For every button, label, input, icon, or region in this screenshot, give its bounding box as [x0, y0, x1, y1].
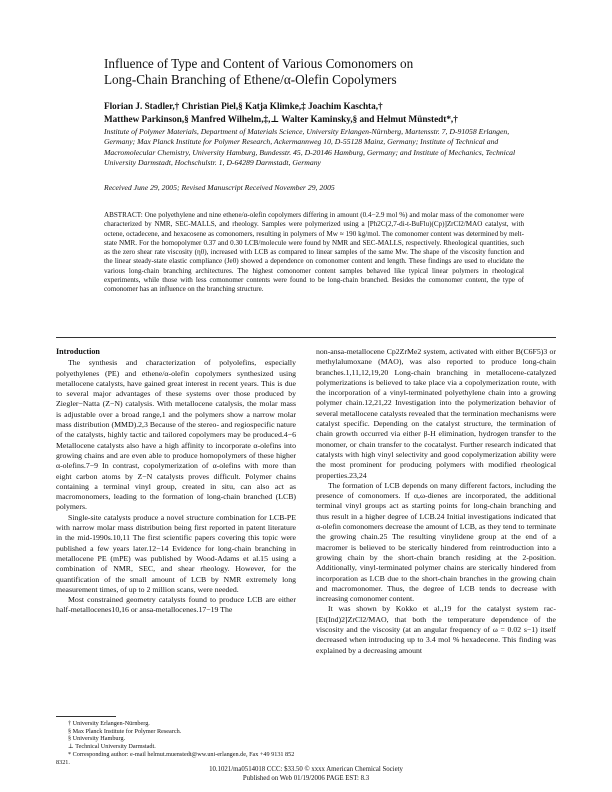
footnote: § University Hamburg.	[68, 735, 126, 743]
paragraph: The formation of LCB depends on many different factors, including the presence of comonomers. If α,ω-dienes are incorporated, the additional terminal vinyl groups act as starting points for long-chain branching and thus result in a higher degree of LCB.24 Initial investigations indicated that α-olefin comonomers decrease the amount of LCB, as they tend to terminate the growing chain.25 The resulting vinylidene group at the end of a macromer is believed to be sterically hindered from reintroduction into a growing chain by the short-chain branch residing at the 2-position. Additionally, vinyl-terminated polymer chains are sterically hindered from incorporation as LCB due to the short-chain branches in the growing chain and macromonomer. Thus, the degree of LCB tends to decrease with increasing comonomer content.	[316, 480, 556, 604]
footnote: § Max Planck Institute for Polymer Research.	[68, 727, 182, 735]
footnote: ⊥ Technical University Darmstadt.	[68, 743, 156, 751]
affiliations: Institute of Polymer Materials, Department of Materials Science, University Erlangen-Nürnberg, Martensstr. 7, D-91058 Erlangen, Germany; Max Planck Institute for Polymer Research, Ackermannweg 10, D-55128 Mainz, Germany; Institute of Technical and Macromolecular Chemistry, University Hamburg, Bundesstr. 45, D-20146 Hamburg, Germany; and Institute of Mechanics, Technical University Darmstadt, Hochschulstr. 1, D-64289 Darmstadt, Germany	[104, 127, 516, 167]
section-divider	[56, 337, 556, 338]
author-list	[104, 100, 524, 125]
page-footer	[56, 766, 556, 783]
doi-line: 10.1021/ma0514018 CCC: $33.50 © xxxx American Chemical Society	[209, 766, 403, 773]
footnote: * Corresponding author: e-mail helmut.muenstedt@ww.uni-erlangen.de, Fax +49 9131 852 8321.	[56, 750, 295, 766]
footnote-divider	[56, 716, 116, 717]
introduction-heading: Introduction	[56, 347, 100, 356]
footnotes	[56, 720, 296, 766]
paragraph: Single-site catalysts produce a novel structure combination for LCB-PE with narrow molar mass distribution being first reported in patent literature in the mid-1990s.10,11 The first scientific papers covering this topic were published a few years later.12−14 Evidence for long-chain branching in metallocene PE (mPE) was published by Wood-Adams et al.15 using a combination of NMR, SEC, and shear rheology. However, for the quantification of the small amount of LCB by NMR extremely long measurement times, of up to 2 million scans, were needed.	[56, 512, 296, 594]
right-column	[316, 347, 556, 656]
title-line-2: Long-Chain Branching of Ethene/α-Olefin Copolymers	[104, 72, 397, 87]
publication-line: Published on Web 01/19/2006 PAGE EST: 8.3	[242, 774, 370, 782]
title-line-1: Influence of Type and Content of Various Comonomers on	[104, 56, 414, 71]
paragraph: non-ansa-metallocene Cp2ZrMe2 system, activated with either B(C6F5)3 or methylalumoxane (MAO), was also reported to produce long-chain branches.1,11,12,19,20 Long-chain branching in metallocene-catalyzed polymerizations is believed to take place via a copolymerization route, with the incorporation of a vinyl-terminated polyethylene chain into a growing polymer chain.12,21,22 Investigation into the polymerization behavior of several metallocene catalysts revealed that the termination mechanisms were catalyst specific. Depending on the catalyst structure, the termination of chain growth occurred via either β-H elimination, hydrogen transfer to the monomer, or chain transfer to the cocatalyst. Further research indicated that catalysts with high vinyl selectivity and good copolymerization ability were the most prominent for producing polymers with modified rheological properties.23,24	[316, 347, 556, 480]
paragraph: Most constrained geometry catalysts found to produce LCB are either half-metallocenes10,16 or ansa-metallocenes.17−19 The	[56, 595, 296, 615]
authors-line-2: Matthew Parkinson,§ Manfred Wilhelm,‡,⊥ Walter Kaminsky,§ and Helmut Münstedt*,†	[104, 113, 458, 124]
footnote: † University Erlangen-Nürnberg.	[68, 720, 150, 727]
received-dates: Received June 29, 2005; Revised Manuscript Received November 29, 2005	[104, 183, 335, 192]
paragraph: It was shown by Kokko et al.,19 for the catalyst system rac-[Et(Ind)2]ZrCl2/MAO, that both the temperature dependence of the viscosity and the viscosity (at an angular frequency of ω = 0.02 s−1) itself decreased when introducing up to 3.4 mol % hexadecene. This finding was explained by a decreasing amount	[316, 604, 556, 655]
abstract: ABSTRACT: One polyethylene and nine ethene/α-olefin copolymers differing in amount (0.4−2.9 mol %) and molar mass of the comonomer were characterized by NMR, SEC-MALLS, and rheology. Samples were polymerized using a [Ph2C(2,7-di-t-BuFlu)(Cp)]ZrCl2/MAO catalyst, with octene, octadecene, and hexacosene as comonomers, resulting in polymers of Mw ≈ 190 kg/mol. The comonomer content was determined by melt-state NMR. For the homopolymer 0.37 and 0.30 LCB/molecule were found by NMR and SEC-MALLS, respectively. Rheological quantities, such as the zero shear rate viscosity (η0), increased with LCB as compared to linear samples of the same Mw. The shape of the viscosity function and the linear steady-state elastic compliance (Je0) showed a dependence on comonomer content and length. These findings are used to elucidate the various long-chain branching architectures. The highest comonomer content samples behaved like typical linear polymers in rheological experiments, while those with less comonomer contents were found to be long-chain branched. Besides the comonomer content, the type of comonomer has an influence on the branching structure.	[104, 211, 524, 294]
paragraph: The synthesis and characterization of polyolefins, especially polyethylenes (PE) and ethene/α-olefin copolymers synthesized using metallocene catalysts, have gained great interest in recent years. This is due to several major advantages of these systems over those produced by Ziegler−Natta (Z−N) catalysis. With metallocene catalysis, the molar mass is adjustable over a broad range,1 and the polymers show a narrow molar mass distribution (MMD).2,3 Because of the stereo- and regiospecific nature of the catalysts, highly tactic and tailored copolymers may be produced.4−6 Metallocene catalysts also have a high affinity to incorporate α-olefins into growing chains and are even able to produce homopolymers of these higher α-olefins.7−9 In contrast, copolymerization of α-olefins with more than eight carbon atoms by Z−N catalysts proves difficult. Polymer chains containing a terminal vinyl group, created in situ, can also act as macromonomers, leading to the formation of long-chain branched (LCB) polymers.	[56, 358, 296, 512]
left-column	[56, 347, 296, 616]
article-title	[104, 56, 524, 88]
authors-line-1: Florian J. Stadler,† Christian Piel,§ Katja Klimke,‡ Joachim Kaschta,†	[104, 101, 383, 111]
